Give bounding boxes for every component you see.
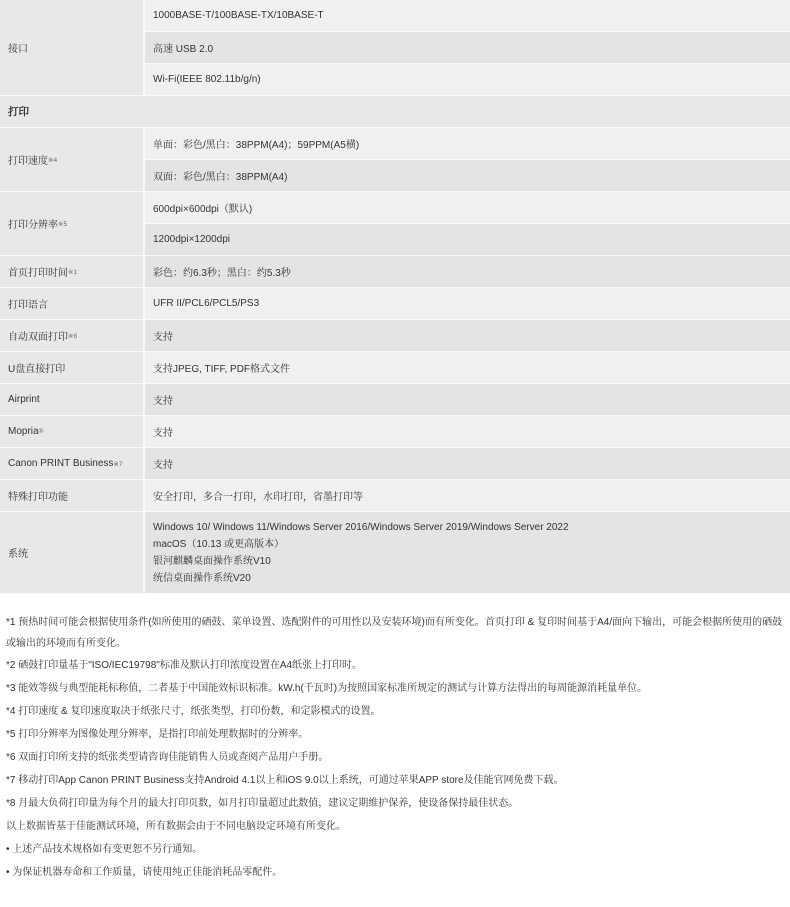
interface-value-usb: 高速 USB 2.0	[145, 32, 790, 64]
label-text: 打印分辨率	[8, 220, 58, 231]
disclaimer-genuine-parts: • 为保证机器寿命和工作质量，请使用纯正佳能消耗品零配件。	[6, 867, 283, 878]
airprint-value: 支持	[145, 384, 790, 416]
label-text: Canon PRINT Business	[8, 458, 114, 469]
label-text: 打印语言	[8, 300, 48, 311]
interface-value-wifi: Wi-Fi(IEEE 802.11b/g/n)	[145, 64, 790, 96]
auto-duplex-value: 支持	[145, 320, 790, 352]
row-label-mopria	[0, 416, 143, 448]
footnote-6: *6 双面打印所支持的纸张类型请咨询佳能销售人员或查阅产品用户手册。	[6, 752, 329, 763]
spec-row-airprint	[0, 384, 790, 416]
system-line-macos: macOS（10.13 或更高版本）	[153, 538, 285, 550]
system-line-uos: 统信桌面操作系统V20	[153, 572, 251, 584]
label-text: U盘直接打印	[8, 364, 66, 375]
spec-row-interface	[0, 0, 790, 96]
system-line-windows: Windows 10/ Windows 11/Windows Server 2016/Windows Server 2019/Windows Server 2022	[153, 521, 569, 533]
disclaimer-spec-change: • 上述产品技术规格如有变更恕不另行通知。	[6, 844, 203, 855]
label-text: Mopria	[8, 426, 39, 437]
system-line-kylin: 银河麒麟桌面操作系统V10	[153, 555, 271, 567]
print-resolution-high: 1200dpi×1200dpi	[145, 224, 790, 256]
footnote-8: *8 月最大负荷打印量为每个月的最大打印页数，如月打印量超过此数值，建议定期维护保养，使设备保持最佳状态。	[6, 798, 519, 809]
label-text: 特殊打印功能	[8, 492, 68, 503]
footnote-4: *4 打印速度 & 复印速度取决于纸张尺寸，纸张类型，打印份数，和定影模式的设置。	[6, 706, 381, 717]
footnote-7: *7 移动打印App Canon PRINT Business支持Android 4.1以上和iOS 9.0以上系统，可通过苹果APP store及佳能官网免费下载。	[6, 775, 564, 786]
footnote-mark: ※5	[58, 220, 68, 228]
footnote-1: *1 预热时间可能会根据使用条件(如所使用的硒鼓、菜单设置、选配附件的可用性以及安装环境)而有所变化。首页打印 & 复印时间基于A4/面向下输出，可能会根据所使用的硒鼓或输出的环境而有所变化。	[6, 617, 783, 649]
spec-row-print-speed	[0, 128, 790, 192]
spec-row-mopria	[0, 416, 790, 448]
interface-value-ethernet: 1000BASE-T/100BASE-TX/10BASE-T	[145, 0, 790, 32]
label-text: 打印速度	[8, 156, 48, 167]
special-print-value: 安全打印，多合一打印，水印打印，省墨打印等	[145, 480, 790, 512]
row-label-interface: 接口	[0, 0, 143, 96]
row-label-system: 系统	[0, 512, 143, 594]
spec-row-system	[0, 512, 790, 594]
section-header-print: 打印	[0, 96, 790, 128]
row-label-print-resolution	[0, 192, 143, 256]
spec-row-canon-print-business	[0, 448, 790, 480]
row-label-print-speed	[0, 128, 143, 192]
row-label-print-language	[0, 288, 143, 320]
first-print-time-value: 彩色：约6.3秒；黑白：约5.3秒	[145, 256, 790, 288]
row-label-special-print	[0, 480, 143, 512]
footnotes	[6, 612, 786, 884]
footnote-mark: ※6	[68, 332, 78, 340]
row-label-airprint	[0, 384, 143, 416]
canon-print-business-value: 支持	[145, 448, 790, 480]
footnote-mark: ※7	[113, 460, 123, 468]
footnote-mark: ※1	[68, 268, 78, 276]
spec-row-print-resolution	[0, 192, 790, 256]
row-label-usb-direct-print	[0, 352, 143, 384]
print-language-value: UFR II/PCL6/PCL5/PS3	[145, 288, 790, 320]
footnote-mark: ※4	[48, 156, 58, 164]
usb-direct-print-value: 支持JPEG, TIFF, PDF格式文件	[145, 352, 790, 384]
row-label-first-print-time	[0, 256, 143, 288]
spec-row-auto-duplex	[0, 320, 790, 352]
mopria-value: 支持	[145, 416, 790, 448]
spec-row-usb-direct-print	[0, 352, 790, 384]
label-text: 首页打印时间	[8, 268, 68, 279]
print-speed-duplex: 双面：彩色/黑白：38PPM(A4)	[145, 160, 790, 192]
footnote-2: *2 硒鼓打印量基于"ISO/IEC19798"标准及默认打印浓度设置在A4纸张上打印时。	[6, 660, 363, 671]
system-value	[145, 512, 790, 594]
footnote-5: *5 打印分辨率为图像处理分辨率，是指打印前处理数据时的分辨率。	[6, 729, 309, 740]
row-label-canon-print-business	[0, 448, 143, 480]
print-resolution-default: 600dpi×600dpi（默认)	[145, 192, 790, 224]
spec-row-special-print	[0, 480, 790, 512]
spec-row-print-language	[0, 288, 790, 320]
spec-row-first-print-time	[0, 256, 790, 288]
footnote-3: *3 能效等级与典型能耗标称值，二者基于中国能效标识标准。kW.h(千瓦时)为按照国家标准所规定的测试与计算方法得出的每周能源消耗量单位。	[6, 683, 648, 694]
registered-mark: ®	[38, 428, 44, 435]
disclaimer-test-environment: 以上数据皆基于佳能测试环境，所有数据会由于不同电脑设定环境有所变化。	[6, 821, 346, 832]
print-speed-simplex: 单面：彩色/黑白：38PPM(A4)；59PPM(A5横)	[145, 128, 790, 160]
row-label-auto-duplex	[0, 320, 143, 352]
label-text: Airprint	[8, 394, 40, 405]
label-text: 自动双面打印	[8, 332, 68, 343]
